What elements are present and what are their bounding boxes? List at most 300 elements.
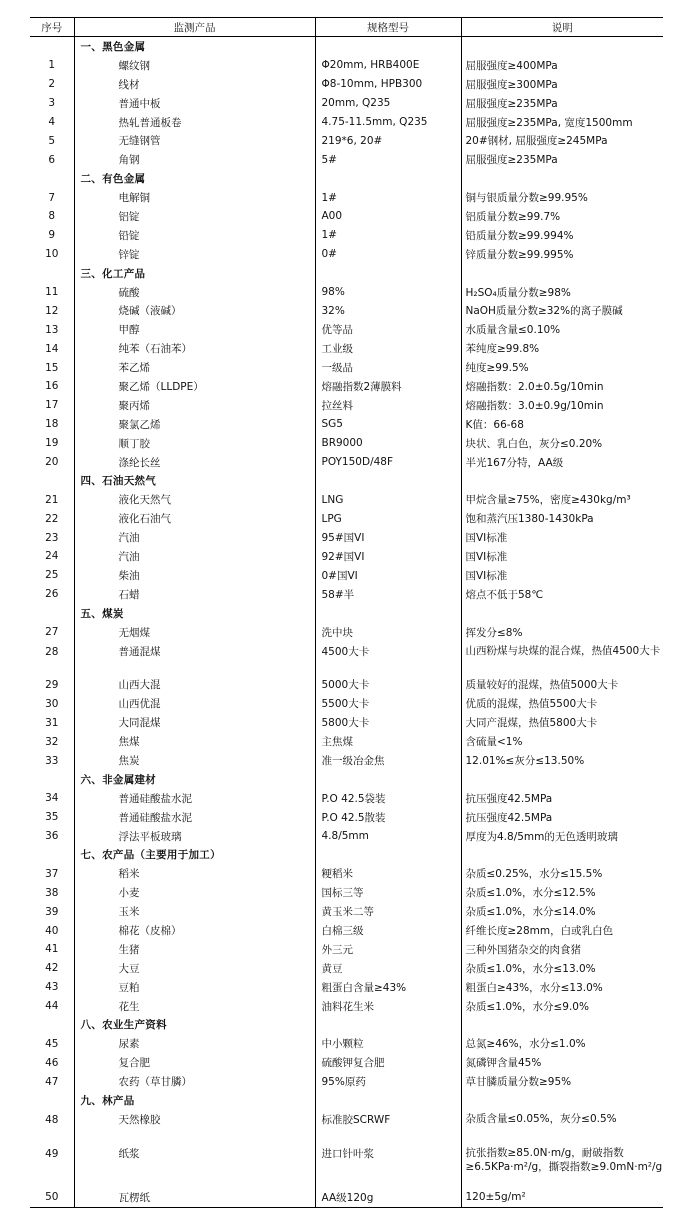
table-row bbox=[30, 1110, 663, 1144]
spec-model: 油料花生米 bbox=[315, 997, 461, 1016]
category-row bbox=[30, 169, 663, 188]
description: 挥发分≤8% bbox=[461, 623, 663, 642]
row-number: 30 bbox=[45, 697, 59, 710]
description: 杂质≤1.0%，水分≤12.5% bbox=[461, 883, 663, 902]
row-number: 11 bbox=[45, 286, 59, 299]
spec-model: SG5 bbox=[315, 415, 461, 434]
row-number: 44 bbox=[45, 1000, 59, 1013]
row-number: 34 bbox=[45, 792, 59, 805]
table-row bbox=[30, 676, 663, 695]
table-row bbox=[30, 509, 663, 528]
spec-model: 0# bbox=[315, 245, 461, 264]
table-row bbox=[30, 642, 663, 676]
description: 熔融指数：3.0±0.9g/10min bbox=[461, 396, 663, 415]
monitoring-products-table bbox=[30, 17, 663, 1208]
description: 国VI标准 bbox=[461, 547, 663, 566]
description: 饱和蒸汽压1380-1430kPa bbox=[461, 509, 663, 528]
table-row bbox=[30, 377, 663, 396]
description: 120±5g/m² bbox=[461, 1188, 663, 1207]
description: K值：66-68 bbox=[461, 415, 663, 434]
product-name: 液化天然气 bbox=[74, 490, 315, 509]
row-number: 20 bbox=[45, 456, 59, 469]
spec-model: 219*6, 20# bbox=[315, 131, 461, 150]
category-spec-cell bbox=[315, 169, 461, 188]
description: 熔点不低于58℃ bbox=[461, 585, 663, 604]
description: 锌质量分数≥99.995% bbox=[461, 245, 663, 264]
header-no: 序号 bbox=[30, 18, 74, 37]
table-row bbox=[30, 283, 663, 302]
category-spec-cell bbox=[315, 1091, 461, 1110]
spec-model: 58#半 bbox=[315, 585, 461, 604]
table-row bbox=[30, 358, 663, 377]
spec-model: 1# bbox=[315, 188, 461, 207]
description: 杂质含量≤0.05%，灰分≤0.5% bbox=[461, 1110, 663, 1144]
product-name: 烧碱（液碱） bbox=[74, 301, 315, 320]
product-name: 尿素 bbox=[74, 1034, 315, 1053]
row-number: 22 bbox=[45, 512, 59, 525]
row-number: 18 bbox=[45, 418, 59, 431]
description: 抗压强度42.5MPa bbox=[461, 808, 663, 827]
table-row bbox=[30, 585, 663, 604]
spec-model: 准一级冶金焦 bbox=[315, 751, 461, 770]
row-number: 14 bbox=[45, 342, 59, 355]
description: 优质的混煤，热值5500大卡 bbox=[461, 694, 663, 713]
row-number: 33 bbox=[45, 754, 59, 767]
table-row bbox=[30, 547, 663, 566]
description: 苯纯度≥99.8% bbox=[461, 339, 663, 358]
table-row bbox=[30, 789, 663, 808]
description: 含硫量<1% bbox=[461, 732, 663, 751]
category-no-cell bbox=[30, 1091, 74, 1110]
category-title: 三、化工产品 bbox=[74, 264, 315, 283]
category-row bbox=[30, 471, 663, 490]
table-row bbox=[30, 940, 663, 959]
spec-model: LPG bbox=[315, 509, 461, 528]
category-title: 七、农产品（主要用于加工） bbox=[74, 846, 315, 865]
spec-model: 中小颗粒 bbox=[315, 1034, 461, 1053]
category-row bbox=[30, 604, 663, 623]
product-name: 瓦楞纸 bbox=[74, 1188, 315, 1207]
table-row bbox=[30, 245, 663, 264]
category-spec-cell bbox=[315, 846, 461, 865]
row-number: 38 bbox=[45, 886, 59, 899]
description: 屈服强度≥235MPa bbox=[461, 94, 663, 113]
row-number: 5 bbox=[48, 134, 56, 147]
product-name: 焦煤 bbox=[74, 732, 315, 751]
table-row bbox=[30, 528, 663, 547]
row-number: 2 bbox=[48, 78, 56, 91]
product-name: 纯苯（石油苯） bbox=[74, 339, 315, 358]
spec-model: 92#国VI bbox=[315, 547, 461, 566]
product-name: 豆粕 bbox=[74, 978, 315, 997]
description: H₂SO₄质量分数≥98% bbox=[461, 283, 663, 302]
table-row bbox=[30, 396, 663, 415]
row-number: 36 bbox=[45, 830, 59, 843]
product-name: 普通中板 bbox=[74, 94, 315, 113]
spec-model: P.O 42.5散装 bbox=[315, 808, 461, 827]
product-name: 山西大混 bbox=[74, 676, 315, 695]
product-name: 角钢 bbox=[74, 150, 315, 169]
table-row bbox=[30, 1072, 663, 1091]
category-row bbox=[30, 846, 663, 865]
table-row bbox=[30, 1188, 663, 1207]
spec-model: 外三元 bbox=[315, 940, 461, 959]
description: 12.01%≤灰分≤13.50% bbox=[461, 751, 663, 770]
description: 总氮≥46%，水分≤1.0% bbox=[461, 1034, 663, 1053]
document bbox=[30, 17, 663, 1208]
description: 块状、乳白色，灰分≤0.20% bbox=[461, 434, 663, 453]
category-desc-cell bbox=[461, 770, 663, 789]
row-number: 8 bbox=[48, 210, 56, 223]
product-name: 焦炭 bbox=[74, 751, 315, 770]
product-name: 大豆 bbox=[74, 959, 315, 978]
spec-model: 硫酸钾复合肥 bbox=[315, 1053, 461, 1072]
category-title: 一、黑色金属 bbox=[74, 37, 315, 56]
product-name: 铅锭 bbox=[74, 226, 315, 245]
category-title: 五、煤炭 bbox=[74, 604, 315, 623]
spec-model: 4.8/5mm bbox=[315, 827, 461, 846]
table-row bbox=[30, 1053, 663, 1072]
spec-model: 5800大卡 bbox=[315, 713, 461, 732]
spec-model: 20mm, Q235 bbox=[315, 94, 461, 113]
product-name: 石蜡 bbox=[74, 585, 315, 604]
row-number: 25 bbox=[45, 569, 59, 582]
product-name: 苯乙烯 bbox=[74, 358, 315, 377]
header-spec: 规格型号 bbox=[315, 18, 461, 37]
description: 抗压强度42.5MPa bbox=[461, 789, 663, 808]
row-number: 32 bbox=[45, 735, 59, 748]
row-number: 13 bbox=[45, 323, 59, 336]
description: 铝质量分数≥99.7% bbox=[461, 207, 663, 226]
spec-model: P.O 42.5袋装 bbox=[315, 789, 461, 808]
category-no-cell bbox=[30, 471, 74, 490]
product-name: 农药（草甘膦） bbox=[74, 1072, 315, 1091]
category-spec-cell bbox=[315, 264, 461, 283]
category-row bbox=[30, 1016, 663, 1035]
spec-model: 进口针叶浆 bbox=[315, 1144, 461, 1188]
category-title: 八、农业生产资料 bbox=[74, 1016, 315, 1035]
category-desc-cell bbox=[461, 1016, 663, 1035]
spec-model: 国标三等 bbox=[315, 883, 461, 902]
row-number: 42 bbox=[45, 962, 59, 975]
description: 屈服强度≥300MPa bbox=[461, 75, 663, 94]
header-product: 监测产品 bbox=[74, 18, 315, 37]
description: 20#钢材, 屈服强度≥245MPa bbox=[461, 131, 663, 150]
row-number: 37 bbox=[45, 867, 59, 880]
spec-model: 95#国VI bbox=[315, 528, 461, 547]
product-name: 浮法平板玻璃 bbox=[74, 827, 315, 846]
table-row bbox=[30, 415, 663, 434]
description: 纯度≥99.5% bbox=[461, 358, 663, 377]
category-title: 六、非金属建材 bbox=[74, 770, 315, 789]
description: 国VI标准 bbox=[461, 528, 663, 547]
description: 屈服强度≥400MPa bbox=[461, 56, 663, 75]
row-number: 46 bbox=[45, 1056, 59, 1069]
description: 屈服强度≥235MPa bbox=[461, 150, 663, 169]
row-number: 24 bbox=[45, 550, 59, 563]
product-name: 热轧普通板卷 bbox=[74, 113, 315, 132]
spec-model: 工业级 bbox=[315, 339, 461, 358]
category-title: 九、林产品 bbox=[74, 1091, 315, 1110]
table-row bbox=[30, 226, 663, 245]
description: 杂质≤0.25%，水分≤15.5% bbox=[461, 864, 663, 883]
product-name: 聚氯乙烯 bbox=[74, 415, 315, 434]
product-name: 无烟煤 bbox=[74, 623, 315, 642]
table-row bbox=[30, 751, 663, 770]
spec-model: 优等品 bbox=[315, 320, 461, 339]
category-row bbox=[30, 770, 663, 789]
description: 三种外国猪杂交的肉食猪 bbox=[461, 940, 663, 959]
row-number: 29 bbox=[45, 678, 59, 691]
product-name: 稻米 bbox=[74, 864, 315, 883]
product-name: 甲醇 bbox=[74, 320, 315, 339]
table-row bbox=[30, 301, 663, 320]
row-number: 35 bbox=[45, 811, 59, 824]
description: 甲烷含量≥75%，密度≥430kg/m³ bbox=[461, 490, 663, 509]
spec-model: 32% bbox=[315, 301, 461, 320]
spec-model: 5000大卡 bbox=[315, 676, 461, 695]
row-number: 45 bbox=[45, 1037, 59, 1050]
spec-model: 标准胶SCRWF bbox=[315, 1110, 461, 1144]
description: 杂质≤1.0%，水分≤9.0% bbox=[461, 997, 663, 1016]
spec-model: 粗蛋白含量≥43% bbox=[315, 978, 461, 997]
row-number: 39 bbox=[45, 905, 59, 918]
spec-model: 熔融指数2薄膜料 bbox=[315, 377, 461, 396]
description: 水质量含量≤0.10% bbox=[461, 320, 663, 339]
product-name: 涤纶长丝 bbox=[74, 453, 315, 472]
table-row bbox=[30, 453, 663, 472]
category-row bbox=[30, 1091, 663, 1110]
product-name: 硫酸 bbox=[74, 283, 315, 302]
row-number: 15 bbox=[45, 361, 59, 374]
spec-model: BR9000 bbox=[315, 434, 461, 453]
table-row bbox=[30, 827, 663, 846]
spec-model: A00 bbox=[315, 207, 461, 226]
description: 杂质≤1.0%，水分≤14.0% bbox=[461, 902, 663, 921]
description: 厚度为4.8/5mm的无色透明玻璃 bbox=[461, 827, 663, 846]
spec-model: 黄玉米二等 bbox=[315, 902, 461, 921]
product-name: 生猪 bbox=[74, 940, 315, 959]
table-row bbox=[30, 94, 663, 113]
description: NaOH质量分数≥32%的离子膜碱 bbox=[461, 301, 663, 320]
category-row bbox=[30, 37, 663, 56]
row-number: 50 bbox=[30, 1188, 74, 1207]
category-spec-cell bbox=[315, 770, 461, 789]
spec-model: 黄豆 bbox=[315, 959, 461, 978]
product-name: 聚丙烯 bbox=[74, 396, 315, 415]
description: 抗张指数≥85.0N·m/g，耐破指数≥6.5KPa·m²/g，撕裂指数≥9.0mN·m²/g bbox=[461, 1144, 663, 1188]
row-number: 48 bbox=[45, 1113, 59, 1126]
table-row bbox=[30, 1144, 663, 1188]
description: 草甘膦质量分数≥95% bbox=[461, 1072, 663, 1091]
row-number: 3 bbox=[48, 97, 56, 110]
row-number: 7 bbox=[48, 191, 56, 204]
category-desc-cell bbox=[461, 169, 663, 188]
category-no-cell bbox=[30, 846, 74, 865]
product-name: 线材 bbox=[74, 75, 315, 94]
spec-model: 5500大卡 bbox=[315, 694, 461, 713]
description: 半光167分特，AA级 bbox=[461, 453, 663, 472]
category-no-cell bbox=[30, 770, 74, 789]
row-number: 9 bbox=[48, 229, 56, 242]
description: 杂质≤1.0%，水分≤13.0% bbox=[461, 959, 663, 978]
table-row bbox=[30, 921, 663, 940]
category-spec-cell bbox=[315, 604, 461, 623]
table-row bbox=[30, 339, 663, 358]
table-row bbox=[30, 864, 663, 883]
product-name: 无缝钢管 bbox=[74, 131, 315, 150]
spec-model: POY150D/48F bbox=[315, 453, 461, 472]
description: 屈服强度≥235MPa, 宽度1500mm bbox=[461, 113, 663, 132]
header-description: 说明 bbox=[461, 18, 663, 37]
product-name: 螺纹钢 bbox=[74, 56, 315, 75]
product-name: 小麦 bbox=[74, 883, 315, 902]
table-row bbox=[30, 978, 663, 997]
row-number: 6 bbox=[48, 153, 56, 166]
product-name: 电解铜 bbox=[74, 188, 315, 207]
product-name: 山西优混 bbox=[74, 694, 315, 713]
product-name: 天然橡胶 bbox=[74, 1110, 315, 1144]
category-desc-cell bbox=[461, 37, 663, 56]
table-row bbox=[30, 959, 663, 978]
product-name: 普通混煤 bbox=[74, 642, 315, 676]
spec-model: LNG bbox=[315, 490, 461, 509]
product-name: 柴油 bbox=[74, 566, 315, 585]
category-row bbox=[30, 264, 663, 283]
category-title: 四、石油天然气 bbox=[74, 471, 315, 490]
row-number: 12 bbox=[45, 304, 59, 317]
table-row bbox=[30, 434, 663, 453]
table-row bbox=[30, 997, 663, 1016]
description: 铜与银质量分数≥99.95% bbox=[461, 188, 663, 207]
spec-model: 主焦煤 bbox=[315, 732, 461, 751]
category-no-cell bbox=[30, 169, 74, 188]
table-row bbox=[30, 566, 663, 585]
spec-model: AA级120g bbox=[315, 1188, 461, 1207]
description: 国VI标准 bbox=[461, 566, 663, 585]
spec-model: 1# bbox=[315, 226, 461, 245]
product-name: 复合肥 bbox=[74, 1053, 315, 1072]
row-number: 21 bbox=[45, 493, 59, 506]
category-desc-cell bbox=[461, 471, 663, 490]
row-number: 17 bbox=[45, 399, 59, 412]
description: 大同产混煤，热值5800大卡 bbox=[461, 713, 663, 732]
row-number: 4 bbox=[48, 116, 56, 128]
product-name: 锌锭 bbox=[74, 245, 315, 264]
table-row bbox=[30, 207, 663, 226]
product-name: 纸浆 bbox=[74, 1144, 315, 1188]
row-number: 43 bbox=[45, 981, 59, 994]
category-no-cell bbox=[30, 1016, 74, 1035]
table-row bbox=[30, 113, 663, 132]
product-name: 顺丁胶 bbox=[74, 434, 315, 453]
description: 山西粉煤与块煤的混合煤，热值4500大卡 bbox=[461, 642, 663, 676]
table-row bbox=[30, 490, 663, 509]
row-number: 41 bbox=[45, 943, 59, 956]
product-name: 普通硅酸盐水泥 bbox=[74, 789, 315, 808]
category-desc-cell bbox=[461, 264, 663, 283]
spec-model: 粳稻米 bbox=[315, 864, 461, 883]
table-row bbox=[30, 713, 663, 732]
table-row bbox=[30, 320, 663, 339]
spec-model: 4.75-11.5mm, Q235 bbox=[315, 113, 461, 132]
category-desc-cell bbox=[461, 846, 663, 865]
table-row bbox=[30, 150, 663, 169]
description: 氮磷钾含量45% bbox=[461, 1053, 663, 1072]
product-name: 液化石油气 bbox=[74, 509, 315, 528]
row-number: 16 bbox=[45, 380, 59, 393]
row-number: 47 bbox=[45, 1075, 59, 1088]
category-no-cell bbox=[30, 604, 74, 623]
product-name: 汽油 bbox=[74, 528, 315, 547]
description: 纤维长度≥28mm，白或乳白色 bbox=[461, 921, 663, 940]
product-name: 聚乙烯（LLDPE） bbox=[74, 377, 315, 396]
product-name: 玉米 bbox=[74, 902, 315, 921]
table-row bbox=[30, 883, 663, 902]
product-name: 棉花（皮棉） bbox=[74, 921, 315, 940]
table-row bbox=[30, 902, 663, 921]
row-number: 1 bbox=[48, 59, 56, 72]
row-number: 31 bbox=[45, 716, 59, 729]
table-row bbox=[30, 56, 663, 75]
table-row bbox=[30, 75, 663, 94]
spec-model: Φ8-10mm, HPB300 bbox=[315, 75, 461, 94]
category-title: 二、有色金属 bbox=[74, 169, 315, 188]
table-row bbox=[30, 131, 663, 150]
category-desc-cell bbox=[461, 1091, 663, 1110]
description: 质量较好的混煤，热值5000大卡 bbox=[461, 676, 663, 695]
row-number: 27 bbox=[45, 626, 59, 639]
category-desc-cell bbox=[461, 604, 663, 623]
product-name: 普通硅酸盐水泥 bbox=[74, 808, 315, 827]
spec-model: Φ20mm, HRB400E bbox=[315, 56, 461, 75]
row-number: 49 bbox=[45, 1147, 59, 1160]
spec-model: 洗中块 bbox=[315, 623, 461, 642]
product-name: 大同混煤 bbox=[74, 713, 315, 732]
product-name: 铝锭 bbox=[74, 207, 315, 226]
description: 粗蛋白≥43%，水分≤13.0% bbox=[461, 978, 663, 997]
row-number: 26 bbox=[45, 588, 59, 601]
row-number: 28 bbox=[45, 645, 59, 658]
spec-model: 一级品 bbox=[315, 358, 461, 377]
product-name: 汽油 bbox=[74, 547, 315, 566]
description: 铅质量分数≥99.994% bbox=[461, 226, 663, 245]
table-row bbox=[30, 623, 663, 642]
table-header-row bbox=[30, 18, 663, 37]
spec-model: 5# bbox=[315, 150, 461, 169]
spec-model: 4500大卡 bbox=[315, 642, 461, 676]
category-no-cell bbox=[30, 264, 74, 283]
product-name: 花生 bbox=[74, 997, 315, 1016]
table-row bbox=[30, 1034, 663, 1053]
category-spec-cell bbox=[315, 1016, 461, 1035]
spec-model: 98% bbox=[315, 283, 461, 302]
category-spec-cell bbox=[315, 37, 461, 56]
table-row bbox=[30, 732, 663, 751]
category-spec-cell bbox=[315, 471, 461, 490]
table-row bbox=[30, 694, 663, 713]
category-no-cell bbox=[30, 37, 74, 56]
row-number: 23 bbox=[45, 531, 59, 544]
row-number: 10 bbox=[45, 248, 59, 261]
spec-model: 白棉三级 bbox=[315, 921, 461, 940]
spec-model: 拉丝料 bbox=[315, 396, 461, 415]
spec-model: 0#国VI bbox=[315, 566, 461, 585]
description: 熔融指数：2.0±0.5g/10min bbox=[461, 377, 663, 396]
table-row bbox=[30, 188, 663, 207]
table-row bbox=[30, 808, 663, 827]
spec-model: 95%原药 bbox=[315, 1072, 461, 1091]
